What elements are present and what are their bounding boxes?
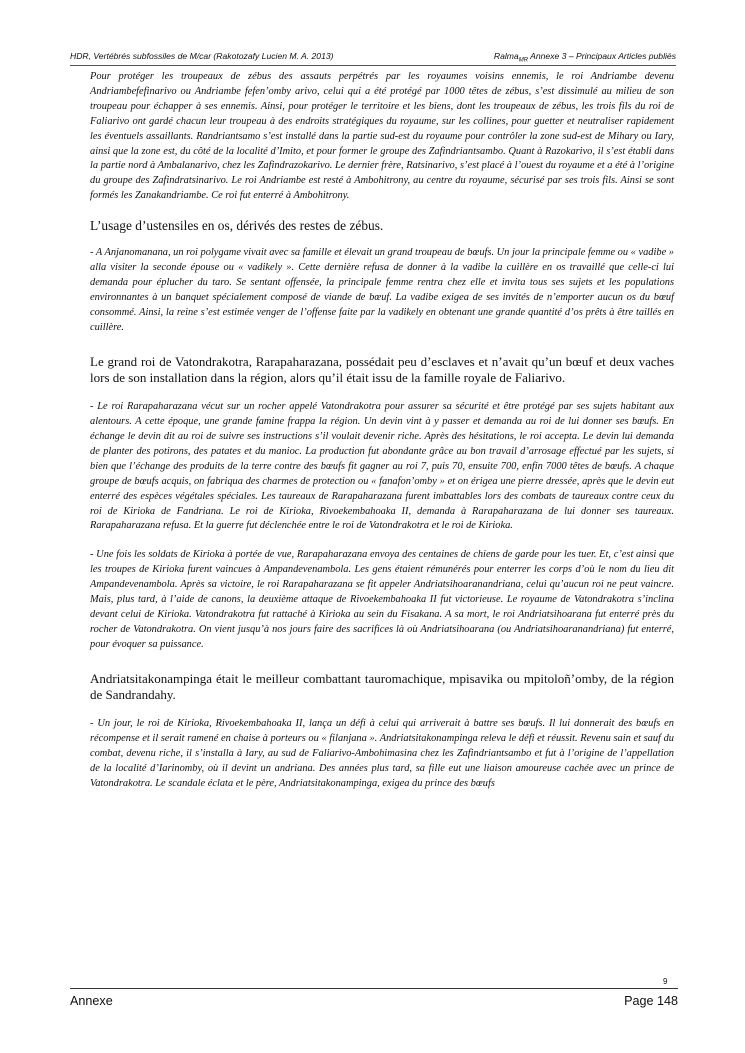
footer-page-number: Page 148 <box>624 994 678 1008</box>
header-section <box>494 51 676 64</box>
running-header <box>70 49 676 66</box>
header-ralma-sub: MR <box>518 57 529 64</box>
section-heading-bone-utensils: L’usage d’ustensiles en os, dérivés des restes de zébus. <box>90 218 384 234</box>
section-heading-andriatsitakonampinga: Andriatsitakonampinga était le meilleur combattant tauromachique, mpisavika ou mpitoloñ’omby, de la région de Sandrandahy. <box>90 670 674 702</box>
section-heading-vatondrakotra: Le grand roi de Vatondrakotra, Rarapaharazana, possédait peu d’esclaves et n’avait qu’un bœuf et deux vaches lors de son installation dans la région, alors qu’il était issu de la famille royale de Faliarivo. <box>90 353 674 385</box>
header-annex-title: Annexe 3 – Principaux Articles publiés <box>528 51 676 61</box>
paragraph-andriambe: Pour protéger les troupeaux de zébus des assauts perpétrés par les royaumes voisins ennemis, le roi Andriambe devenu Andriambefefinarivo ou Andriambe fefen’omby arivo, celui qui a été protégé par 1000 têtes de zébus, s’est dissimulé au milieu de son troupeau pour échapper à ses ennemis. Ainsi, pour protéger le territoire et les biens, dont les troupeaux de zébus, les trois fils du roi de Faliarivo ont gardé chacun leur troupeau à des endroits stratégiques du royaume, sur les collines, pour guetter et neutraliser rapidement les éventuels assaillants. Randriantsamo s’est installé dans la partie sud-est du royaume pour contrôler la zone sud-est de Mihary ou Iary, ainsi que la zone est, du côté de la localité d’Imito, et pour former le groupe des Zafindriantsambo. Quant à Razokarivo, il s’est établi dans la partie nord à Ambalanarivo, chez les Zafindrazokarivo. Le dernier frère, Ratsinarivo, s’est placé à l’ouest du royaume et a été à l’origine du groupe des Zafindratsinarivo. Le roi Andriambe est resté à Ambohitrony, au centre du royaume, sécurisé par ses trois fils. Ainsi se sont formés les Zanakandriambe. Ce roi fut enterré à Ambohitrony. <box>90 71 674 202</box>
inner-page-number: 9 <box>663 977 668 986</box>
footer-annexe: Annexe <box>70 994 113 1008</box>
header-ralma: Ralma <box>493 51 519 61</box>
paragraph-anjanomanana: - A Anjanomanana, un roi polygame vivait avec sa famille et élevait un grand troupeau de bœufs. Un jour la principale femme ou « vadibe » alla visiter la seconde épouse ou « vadikely ». Cette dernière refusa de donner à la vadibe la cuillère en os travaillé que celle-ci lui demanda pour éplucher du taro. Se sentant offensée, la principale femme rentra chez elle et invita tous ses sujets et les populations environnantes à un banquet spécialement composé de viande de bœuf. La vadibe exigea de ses invités de n’emporter aucun os du bœuf consommé. Ainsi, la reine s’est estimée venger de l’offense faite par la vadikely en obtenant une grande quantité d’os prêts à être taillés en cuillère. <box>90 247 674 333</box>
paragraph-challenge: - Un jour, le roi de Kirioka, Rivoekembahoaka II, lança un défi à celui qui arriverait à battre ses bœufs. Il lui donnerait des bœufs en récompense et il serait ramené en chaise à porteurs ou « filanjana ». Andriatsitakonampinga releva le défi et réussit. Revenu sain et sauf du combat, devenu riche, il s’installa à Iary, au sud de Faliarivo-Ambohimasina chez les Zafindriantsambo et fut à l’origine de l’appellation de la localité d’Iarinomby, où il devint un andriana. Des années plus tard, sa fille eut une liaison amoureuse cachée avec un prince de Vatondrakotra. Le scandale éclata et le père, Andriatsitakonampinga, exigea du prince des bœufs <box>90 718 674 789</box>
document-body <box>90 70 674 792</box>
header-title: HDR, Vertébrés subfossiles de M/car (Rakotozafy Lucien M. A. 2013) <box>70 51 334 61</box>
page-footer <box>70 988 678 1008</box>
paragraph-rarapaharazana: - Le roi Rarapaharazana vécut sur un rocher appelé Vatondrakotra pour assurer sa sécurité et être protégé par ses sujets habitant aux alentours. A cette époque, une grande famine frappa la région. Un devin vint à y passer et demanda au roi de lui donner ses bœufs. En échange le devin dit au roi de suivre ses instructions s’il voulait devenir riche. Après des hésitations, le roi accepta. Le devin lui demanda de planter des potirons, des patates et du manioc. La production fut abondante grâce au bon travail d’arrosage effectué par les sujets, si bien que l’échange des produits de la terre contre des bœufs fit gagner au roi 7, puis 70, ensuite 700, enfin 7000 têtes de bœufs. A chaque groupe de bœufs acquis, on fabriqua des charmes de protection ou « fanafon’omby » et on érigea une pierre dressée, après que le devin eut enterré des espèces végétales spéciales. Les taureaux de Rarapaharazana furent imbattables lors des combats de taureaux contre ceux du roi de Kirioka de Fandriana. Le roi de Kirioka, Rivoekembahoaka II, demanda à Rarapaharazana de lui donner ses taureaux. Rarapaharazana refusa. Et la guerre fut déclenchée entre le roi de Vatondrakotra et le roi de Kirioka. <box>90 401 674 532</box>
paragraph-kirioka-soldiers: - Une fois les soldats de Kirioka à portée de vue, Rarapaharazana envoya des centaines de chiens de garde pour les tuer. Et, c’est ainsi que les troupes de Kirioka furent vaincues à Ampandevenambola. Les gens étaient rémunérés pour enterrer les corps d’où le nom du lieu dit Ampandevenambola. Après sa victoire, le roi Rarapaharazana se fit appeler Andriatsihoaranandriana, celui qu’aucun roi ne peut vaincre. Mais, plus tard, à l’aide de canons, la deuxième attaque de Rivoekembahoaka II fut victorieuse. Le royaume de Vatondrakotra s’inclina devant celui de Kirioka. Vatondrakotra fut rattaché à Kirioka au sein du Fisakana. A sa mort, le roi Andriatsihoarana fut enterré près du rocher de Vatondrakotra. On vient jusqu’à nos jours faire des sacrifices là où Andriatsihoarana (ou Andriatsihoaranandriana) fut enterré, pour évoquer sa puissance. <box>90 549 674 650</box>
